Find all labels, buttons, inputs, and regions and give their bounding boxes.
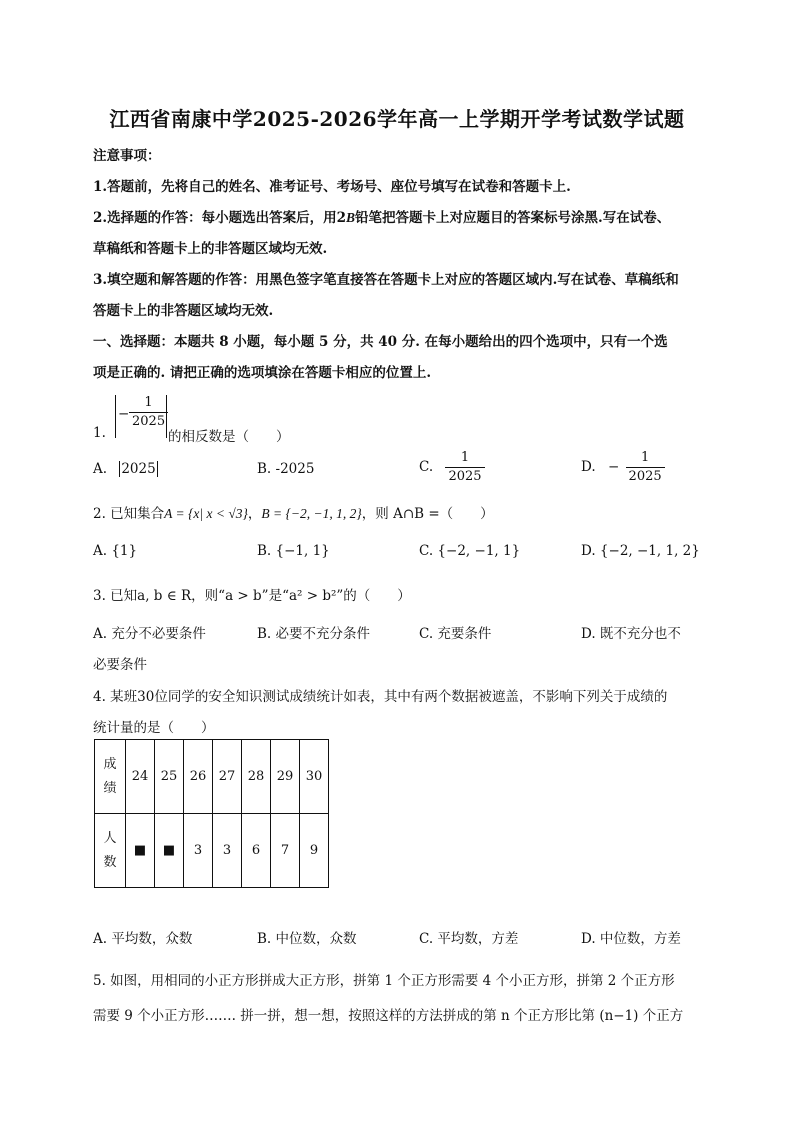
q3-option-a: A. 充分不必要条件	[93, 626, 206, 642]
table-cell: 25	[155, 740, 184, 814]
q5-stem-line1: 5. 如图，用相同的小正方形拼成大正方形，拼第 1 个正方形需要 4 个小正方形，拼第 2 个正方形	[93, 973, 675, 989]
q1-option-a	[93, 461, 158, 477]
q1-option-d	[581, 449, 667, 486]
q2-prefix: 2. 已知集合	[93, 506, 165, 522]
q1-option-a-label: A.	[93, 461, 108, 477]
q2-stem	[93, 502, 494, 522]
table-cell: 26	[184, 740, 213, 814]
exam-title: 江西省南康中学2025-2026学年高一上学期开学考试数学试题	[109, 107, 685, 131]
table-cell: 24	[126, 740, 155, 814]
table-cell-masked: ■	[126, 814, 155, 888]
q1-abs-right-bar	[166, 395, 167, 438]
table-cell: 6	[242, 814, 271, 888]
q1-fraction-numerator: 1	[129, 394, 168, 413]
notice-item-3-line1: 3.填空题和解答题的作答：用黑色签字笔直接答在答题卡上对应的答题区域内.写在试卷、草稿纸和	[93, 272, 679, 288]
table-cell: 7	[271, 814, 300, 888]
table-cell: 30	[300, 740, 329, 814]
q2-set-a: A = {x| x < √3}	[164, 506, 248, 521]
q4-stem-line2: 统计量的是（ ）	[93, 720, 215, 736]
q1-option-c-denominator: 2025	[448, 469, 482, 484]
section1-instruction-line2: 项是正确的. 请把正确的选项填涂在答题卡相应的位置上.	[93, 365, 432, 381]
q2-option-c: C. {−2, −1, 1}	[419, 543, 521, 559]
q4-option-d: D. 中位数，方差	[581, 931, 681, 947]
q4-stem-line1: 4. 某班30位同学的安全知识测试成绩统计如表，其中有两个数据被遮盖，不影响下列关于成绩的	[93, 689, 668, 705]
q2-separator: ，	[247, 506, 262, 522]
q1-option-a-value: 2025	[121, 461, 156, 477]
q3-stem: 3. 已知a, b ∈ R，则“a > b”是“a² > b²”的（ ）	[93, 588, 411, 604]
q1-option-c	[419, 449, 487, 486]
notice-item-2-part-a: 2.选择题的作答：每小题选出答案后，用2	[93, 210, 346, 226]
table-cell: 29	[271, 740, 300, 814]
q5-stem-line2: 需要 9 个小正方形……. 拼一拼，想一想，按照这样的方法拼成的第 n 个正方形比第 (n−1) 个正方	[93, 1008, 684, 1024]
q3-option-d: D. 既不充分也不	[581, 626, 681, 642]
table-cell: 27	[213, 740, 242, 814]
q2-option-d: D. {−2, −1, 1, 2}	[581, 543, 700, 559]
q1-option-c-numerator: 1	[445, 449, 484, 468]
table-cell: 9	[300, 814, 329, 888]
table-cell: 3	[213, 814, 242, 888]
q1-option-d-denominator: 2025	[628, 469, 662, 484]
notice-item-2-part-c: 铅笔把答题卡上对应题目的答案标号涂黑.写在试卷、	[355, 210, 671, 226]
q4-score-table	[94, 739, 329, 888]
q1-option-c-label: C.	[419, 459, 434, 475]
q4-option-b: B. 中位数，众数	[257, 931, 357, 947]
table-row-scores	[95, 740, 329, 814]
notice-item-3-line2: 答题卡上的非答题区域均无效.	[93, 303, 274, 319]
notice-item-1: 1.答题前，先将自己的姓名、准考证号、考场号、座位号填写在试卷和答题卡上.	[93, 179, 571, 195]
notice-item-2-line2: 草稿纸和答题卡上的非答题区域均无效.	[93, 241, 328, 257]
q3-option-d-continued: 必要条件	[93, 657, 147, 673]
table-header-score-bottom: 绩	[103, 780, 117, 796]
q1-abs-left-bar	[115, 395, 116, 438]
q1-fraction-denominator: 2025	[132, 414, 166, 429]
q3-option-c: C. 充要条件	[419, 626, 492, 642]
table-cell: 28	[242, 740, 271, 814]
q2-set-b: B = {−2, −1, 1, 2}	[261, 506, 362, 521]
table-header-score-top: 成	[103, 756, 117, 772]
q1-option-b: B. -2025	[257, 461, 315, 477]
q1-number: 1.	[93, 425, 106, 441]
notice-heading: 注意事项：	[93, 148, 161, 164]
q2-option-a: A. {1}	[93, 543, 138, 559]
q2-ask: ，则 A∩B =（ ）	[361, 506, 494, 522]
table-header-score	[95, 740, 126, 814]
q4-option-c: C. 平均数，方差	[419, 931, 519, 947]
table-cell: 3	[184, 814, 213, 888]
q1-option-d-numerator: 1	[626, 449, 665, 468]
table-header-count-top: 人	[103, 830, 117, 846]
table-header-count	[95, 814, 126, 888]
q4-option-a: A. 平均数，众数	[93, 931, 193, 947]
q1-option-d-label: D.	[581, 459, 596, 475]
q1-minus: −	[118, 406, 130, 422]
notice-item-2-pencil-letter: B	[346, 210, 356, 225]
section1-instruction-line1: 一、选择题：本题共 8 小题，每小题 5 分，共 40 分. 在每小题给出的四个选项中，只有一个选	[93, 334, 668, 350]
table-cell-masked: ■	[155, 814, 184, 888]
notice-item-2	[93, 206, 670, 226]
q3-option-b: B. 必要不充分条件	[257, 626, 371, 642]
table-header-count-bottom: 数	[103, 854, 117, 870]
q1-option-d-minus: −	[607, 459, 620, 475]
q1-fraction	[127, 394, 170, 431]
q1-stem: 的相反数是（ ）	[168, 429, 290, 445]
q2-option-b: B. {−1, 1}	[257, 543, 330, 559]
table-row-counts	[95, 814, 329, 888]
